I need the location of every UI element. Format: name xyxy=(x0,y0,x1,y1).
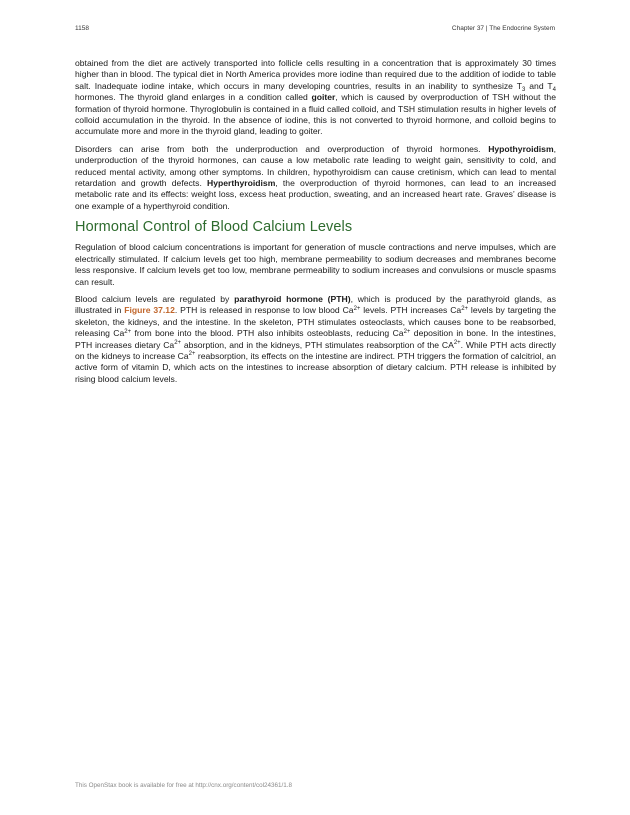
term-hyperthyroidism: Hyperthyroidism xyxy=(207,178,276,189)
term-pth: parathyroid hormone (PTH) xyxy=(234,293,351,304)
chapter-title: Chapter 37 | The Endocrine System xyxy=(451,25,555,32)
paragraph-calcium-regulation: Regulation of blood calcium concentrations is important for generation of muscle contractions and nerve impulses, which are electrically stimulated. If calcium levels get too high, membrane permeability to sodium decreases and membranes become less responsive. If calcium levels get too low, membrane permeability to sodium increases and convulsions or muscle spasms can result. xyxy=(75,242,556,287)
page-footer: This OpenStax book is available for free at http://cnx.org/content/col24361/1.8 xyxy=(75,782,293,789)
section-heading: Hormonal Control of Blood Calcium Levels xyxy=(75,219,353,236)
page-number: 1158 xyxy=(75,25,89,32)
page-content xyxy=(75,58,556,391)
paragraph-iodine-goiter: obtained from the diet are actively transported into follicle cells resulting in a concentration that is approximately 30 times higher than in blood. The typical diet in North America provides more iodine than required due to the addition of iodide to table salt. Inadequate iodine intake, which occurs in many developing countries, results in an inability to synthesize $T_3$ and $T_4$ hormones. The thyroid gland enlarges in a condition called goiter, which is caused by overproduction of TSH without the formation of thyroid hormone. Thyroglobulin is contained in a fluid called colloid, and TSH stimulation results in higher levels of colloid accumulation in the thyroid. In the absence of iodine, this is not converted to thyroid hormone, and colloid begins to accumulate more and more in the thyroid gland, leading to goiter. xyxy=(75,58,556,137)
term-goiter: goiter xyxy=(311,92,336,103)
figure-link[interactable]: Figure 37.12 xyxy=(124,305,175,316)
paragraph-pth: Blood calcium levels are regulated by parathyroid hormone (PTH), which is produced by the parathyroid glands, as illustrated in Figure 37.12. PTH is released in response to low blood $Ca^{2+}$ levels. PTH increases $Ca^{2+}$ levels by targeting the skeleton, the kidneys, and the intestine. In the skeleton, PTH stimulates osteoclasts, which causes bone to be reabsorbed, releasing $Ca^{2+}$ from bone into the blood. PTH also inhibits osteoblasts, reducing $Ca^{2+}$ deposition in bone. In the intestines, PTH increases dietary $Ca^{2+}$ absorption, and in the kidneys, PTH stimulates reabsorption of the $CA^{2+}$. While PTH acts directly on the kidneys to increase $Ca^{2+}$ reabsorption, its effects on the intestine are indirect. PTH triggers the formation of calcitriol, an active form of vitamin D, which acts on the intestines to increase absorption of dietary calcium. PTH release is inhibited by rising blood calcium levels. xyxy=(75,293,556,384)
page-header xyxy=(75,25,555,37)
term-hypothyroidism: Hypothyroidism xyxy=(488,143,554,154)
paragraph-thyroid-disorders: Disorders can arise from both the underproduction and overproduction of thyroid hormones. Hypothyroidism, underproduction of the thyroid hormones, can cause a low metabolic rate leading to weight gain, sensitivity to cold, and reduced mental activity, among other symptoms. In children, hypothyroidism can cause cretinism, which can lead to mental retardation and growth defects. Hyperthyroidism, the overproduction of thyroid hormones, can lead to an increased metabolic rate and its effects: weight loss, excess heat production, sweating, and an increased heart rate. Graves’ disease is one example of a hyperthyroid condition. xyxy=(75,143,556,211)
